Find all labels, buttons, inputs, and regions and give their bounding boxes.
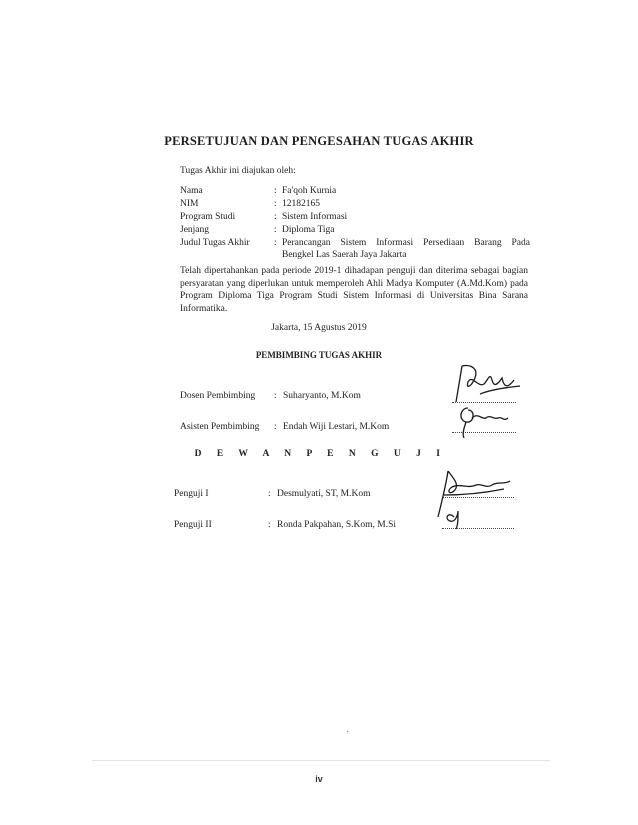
field-value-nama: Fa'qoh Kurnia <box>282 186 337 196</box>
footer-separator <box>92 760 550 761</box>
penguji-1-label: Penguji I <box>174 489 209 499</box>
field-colon: : <box>274 422 277 432</box>
dosen-pembimbing-name: Suharyanto, M.Kom <box>283 391 361 401</box>
field-colon: : <box>274 199 277 209</box>
field-colon: : <box>268 520 271 530</box>
field-value-nim: 12182165 <box>282 199 320 209</box>
field-value-judul: Perancangan Sistem Informasi Persediaan Barang Pada <box>282 238 530 248</box>
page-number: iv <box>315 774 323 784</box>
intro-text: Tugas Akhir ini diajukan oleh: <box>180 166 296 176</box>
field-label-nama: Nama <box>180 186 203 196</box>
asisten-pembimbing-label: Asisten Pembimbing <box>180 422 260 432</box>
penguji-1-name: Desmulyati, ST, M.Kom <box>277 489 371 499</box>
dewan-penguji-heading: D E W A N P E N G U J I <box>194 449 444 459</box>
field-colon: : <box>274 238 277 248</box>
field-label-program-studi: Program Studi <box>180 212 236 222</box>
signature-endah <box>448 398 528 440</box>
field-label-nim: NIM <box>180 199 199 209</box>
field-value-program-studi: Sistem Informasi <box>282 212 348 222</box>
field-value-jenjang: Diploma Tiga <box>282 225 335 235</box>
field-label-jenjang: Jenjang <box>180 225 210 235</box>
approval-paragraph: Telah dipertahankan pada periode 2019-1 dihadapan penguji dan diterima sebagai bagian persyaratan yang diperlukan untuk memperoleh Ahli Madya Komputer (A.Md.Kom) pada Program Diploma Tiga Program Studi Sistem Informasi di Universitas Bina Sarana Informatika. <box>180 266 528 314</box>
dosen-pembimbing-label: Dosen Pembimbing <box>180 391 256 401</box>
field-colon: : <box>274 225 277 235</box>
penguji-2-label: Penguji II <box>174 520 212 530</box>
field-value-judul-line2: Bengkel Las Saerah Jaya Jakarta <box>282 250 407 260</box>
penguji-2-name: Ronda Pakpahan, S.Kom, M.Si <box>277 520 397 530</box>
pembimbing-heading: PEMBIMBING TUGAS AKHIR <box>255 350 383 360</box>
field-label-judul: Judul Tugas Akhir <box>180 238 250 248</box>
scan-speck: · <box>346 727 350 738</box>
field-colon: : <box>274 391 277 401</box>
date-line: Jakarta, 15 Agustus 2019 <box>271 323 367 333</box>
field-colon: : <box>274 186 277 196</box>
document-title: PERSETUJUAN DAN PENGESAHAN TUGAS AKHIR <box>164 134 474 148</box>
field-colon: : <box>268 489 271 499</box>
field-colon: : <box>274 212 277 222</box>
asisten-pembimbing-name: Endah Wiji Lestari, M.Kom <box>283 422 390 432</box>
signature-ronda <box>440 505 490 531</box>
